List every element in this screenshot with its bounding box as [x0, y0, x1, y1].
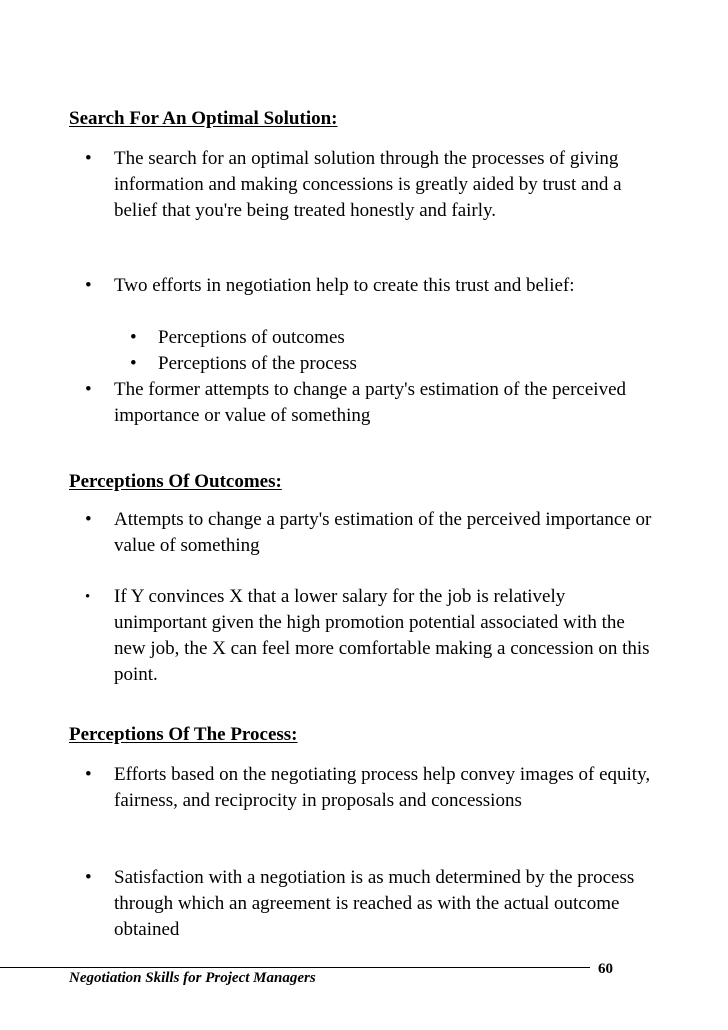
- list-item-text: Two efforts in negotiation help to create this trust and belief:: [114, 275, 575, 296]
- list-item: [85, 865, 655, 943]
- list-item: [85, 584, 655, 688]
- section-heading-optimal-solution: Search For An Optimal Solution:: [69, 108, 338, 129]
- list-item: [85, 377, 655, 429]
- list-item: [85, 507, 655, 559]
- bullet-icon: •: [85, 379, 92, 400]
- list-item-text: The search for an optimal solution through the processes of giving information and making concessions is greatly aided by trust and a belief that you're being treated honestly and fairly.: [114, 148, 622, 221]
- bullet-icon: •: [85, 867, 92, 888]
- bullet-icon: •: [130, 353, 137, 374]
- footer-divider: [0, 967, 590, 968]
- list-item: [85, 762, 655, 814]
- sub-list-item: [130, 325, 630, 351]
- bullet-icon: •: [85, 764, 92, 785]
- section-heading-perceptions-of-outcomes: Perceptions Of Outcomes:: [69, 471, 282, 492]
- bullet-icon: •: [85, 275, 92, 296]
- list-item-text: Efforts based on the negotiating process help convey images of equity, fairness, and reciprocity in proposals and concessions: [114, 764, 651, 811]
- section-heading-perceptions-of-the-process: Perceptions Of The Process:: [69, 724, 298, 745]
- list-item-text: Attempts to change a party's estimation of the perceived importance or value of something: [114, 509, 652, 556]
- page-number: 60: [598, 961, 613, 977]
- bullet-icon: •: [85, 589, 91, 605]
- list-item: [85, 273, 655, 299]
- sub-list-item-text: Perceptions of outcomes: [158, 327, 345, 348]
- sub-list-item: [130, 351, 630, 377]
- bullet-icon: •: [85, 148, 92, 169]
- list-item-text: If Y convinces X that a lower salary for the job is relatively unimportant given the high promotion potential associated with the new job, the X can feel more comfortable making a concession on this point.: [114, 586, 650, 685]
- bullet-icon: •: [85, 509, 92, 530]
- list-item-text: The former attempts to change a party's estimation of the perceived importance or value of something: [114, 379, 627, 426]
- footer-title: Negotiation Skills for Project Managers: [69, 970, 316, 986]
- bullet-icon: •: [130, 327, 137, 348]
- list-item-text: Satisfaction with a negotiation is as much determined by the process through which an agreement is reached as with the actual outcome obtained: [114, 867, 635, 940]
- list-item: [85, 146, 655, 224]
- sub-list-item-text: Perceptions of the process: [158, 353, 357, 374]
